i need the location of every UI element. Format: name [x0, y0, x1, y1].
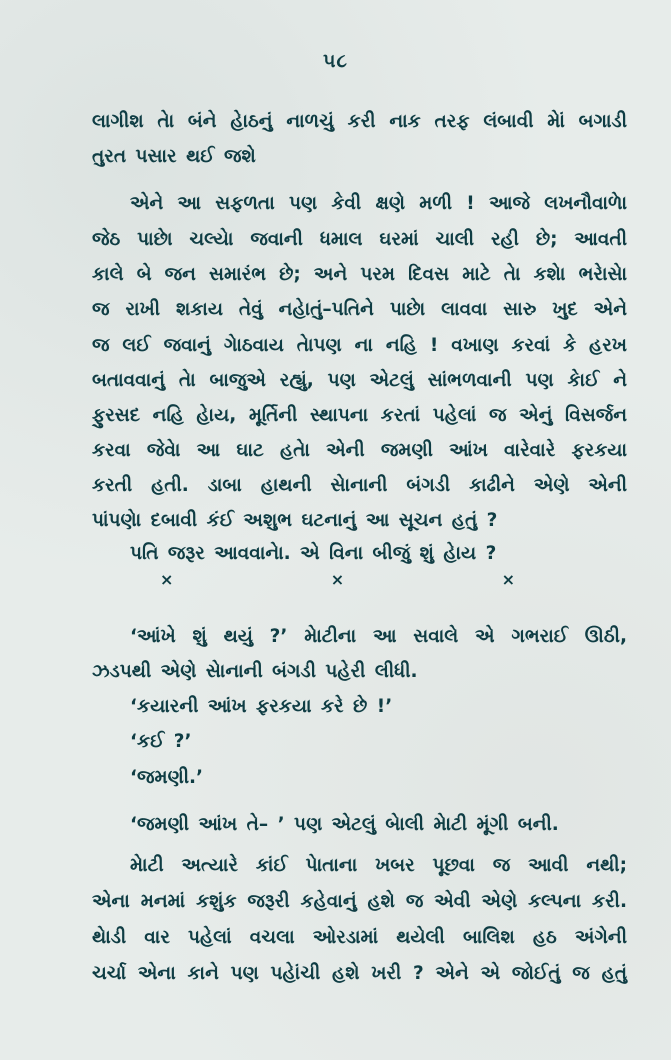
text-line: જેઠ પાછેા ચલ્યેા જવાની ધમાલ ઘરમાં ચાલી રહી છે; આવતી [92, 229, 627, 250]
text-line: મેાટી અત્યારે કાંઈ પેાતાના ખબર પૂછવા જ આવી નથી; [130, 855, 627, 876]
section-separator [160, 570, 515, 589]
page-number: ૫૮ [323, 50, 348, 72]
text-line: ‘આંખે શું થયું ?’ મેાટીના આ સવાલે એ ગભરાઈ ઊઠી, [130, 626, 627, 647]
text-line: થેાડી વાર પહેલાં વચલા ઓરડામાં થયેલી બાલિશ હઠ અંગેની [92, 927, 627, 948]
text-line: ‘જમણી.’ [130, 767, 204, 788]
text-line: કરવા જેવેા આ ઘાટ હતેા એની જમણી આંખ વારેવારે ફરકયા [92, 440, 627, 461]
text-line: કરતી હતી. ડાબા હાથની સેાનાની બંગડી કાઢીને એણે એની [92, 475, 627, 496]
text-line: એને આ સફળતા પણ કેવી ક્ષણે મળી ! આજે લખનૌવાળેા [130, 193, 627, 214]
text-line: ઝડપથી એણે સેાનાની બંગડી પહેરી લીધી. [92, 661, 418, 682]
text-line: પતિ જરૂર આવવાનેા. એ વિના બીજું શું હેાય ? [130, 543, 497, 564]
text-line: ‘કઈ ?’ [130, 731, 192, 752]
separator-mark: × [160, 570, 174, 589]
text-line: તુરત પસાર થઈ જશે [92, 146, 256, 167]
text-line: લાગીશ તેા બંને હેાઠનું નાળચું કરી નાક તરફ લંબાવી મેાં બગાડી [92, 111, 627, 132]
text-line: જ રાખી શકાય તેવું નહેાતું–પતિને પાછેા લાવવા સારુ ખુદ એને [92, 299, 627, 320]
text-line: એના મનમાં કશુંક જરૂરી કહેવાનું હશે જ એવી એણે કલ્પના કરી. [92, 891, 627, 912]
text-line: ચર્ચા એના કાને પણ પહેાંચી હશે ખરી ? એને એ જોઈતું જ હતું [92, 963, 627, 984]
text-line: ‘કયારની આંખ ફરકયા કરે છે !’ [130, 696, 393, 717]
text-line: જ લઈ જવાનું ગેાઠવાય તેાપણ ના નહિ ! વખાણ કરવાં કે હરખ [92, 335, 627, 356]
text-line: કાલે બે જન સમારંભ છે; અને પરમ દિવસ માટે તેા કશેા ભરેાસેા [92, 264, 627, 285]
separator-mark: × [330, 570, 345, 589]
text-line: ‘જમણી આંખ તે– ’ પણ એટલું બેાલી મેાટી મૂંગી બની. [130, 814, 559, 835]
text-line: પાંપણેા દબાવી કંઈ અશુભ ઘટનાનું આ સૂચન હતું ? [92, 510, 498, 531]
separator-mark: × [501, 570, 515, 589]
text-line: ફુરસદ નહિ હેાય, મૂર્તિની સ્થાપના કરતાં પહેલાં જ એનું વિસર્જન [92, 405, 627, 426]
text-line: બતાવવાનું તેા બાજુએ રહ્યું, પણ એટલું સાંભળવાની પણ કેાઈ ને [92, 370, 627, 391]
